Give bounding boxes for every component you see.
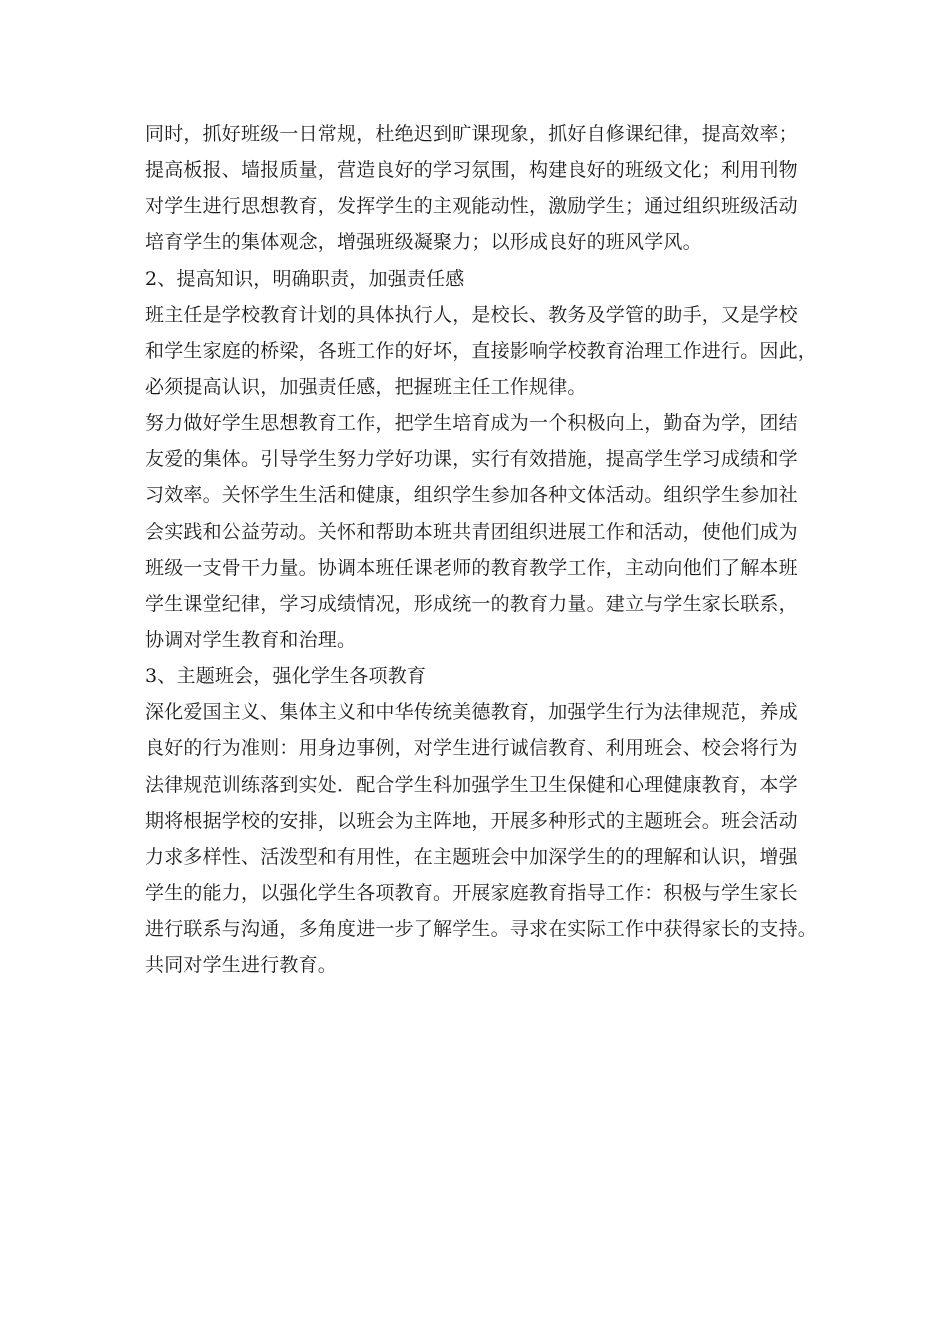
body-line: 法律规范训练落到实处．配合学生科加强学生卫生保健和心理健康教育，本学 xyxy=(145,773,798,796)
body-line: 培育学生的集体观念，增强班级凝聚力；以形成良好的班风学风。 xyxy=(145,231,702,254)
body-line: 学生的能力，以强化学生各项教育。开展家庭教育指导工作：积极与学生家长 xyxy=(145,881,798,904)
body-line: 友爱的集体。引导学生努力学好功课，实行有效措施，提高学生学习成绩和学 xyxy=(145,448,798,471)
section-heading: 3、主题班会，强化学生各项教育 xyxy=(145,665,427,688)
body-line: 努力做好学生思想教育工作，把学生培育成为一个积极向上，勤奋为学，团结 xyxy=(145,412,798,435)
body-line: 和学生家庭的桥梁，各班工作的好坏，直接影响学校教育治理工作进行。因此， xyxy=(145,339,818,362)
body-line: 必须提高认识，加强责任感，把握班主任工作规律。 xyxy=(145,375,587,398)
body-line: 进行联系与沟通，多角度进一步了解学生。寻求在实际工作中获得家长的支持。 xyxy=(145,918,818,941)
body-line: 班主任是学校教育计划的具体执行人，是校长、教务及学管的助手，又是学校 xyxy=(145,303,798,326)
body-line: 同时，抓好班级一日常规，杜绝迟到旷课现象，抓好自修课纪律，提高效率； xyxy=(145,123,798,145)
body-line: 班级一支骨干力量。协调本班任课老师的教育教学工作，主动向他们了解本班 xyxy=(145,556,798,579)
body-line: 提高板报、墙报质量，营造良好的学习氛围，构建良好的班级文化；利用刊物 xyxy=(145,159,798,182)
body-line: 学生课堂纪律，学习成绩情况，形成统一的教育力量。建立与学生家长联系， xyxy=(145,592,798,615)
body-line: 共同对学生进行教育。 xyxy=(145,954,338,977)
body-line: 会实践和公益劳动。关怀和帮助本班共青团组织进展工作和活动，使他们成为 xyxy=(145,520,798,543)
body-line: 习效率。关怀学生生活和健康，组织学生参加各种文体活动。组织学生参加社 xyxy=(145,484,798,507)
body-line: 良好的行为准则：用身边事例，对学生进行诚信教育、利用班会、校会将行为 xyxy=(145,737,798,760)
body-line: 深化爱国主义、集体主义和中华传统美德教育，加强学生行为法律规范，养成 xyxy=(145,701,798,724)
body-line: 期将根据学校的安排，以班会为主阵地，开展多种形式的主题班会。班会活动 xyxy=(145,809,798,832)
body-line: 力求多样性、活泼型和有用性，在主题班会中加深学生的的理解和认识，增强 xyxy=(145,845,798,868)
document-body xyxy=(145,116,825,983)
body-line: 协调对学生教育和治理。 xyxy=(145,628,357,651)
section-heading: 2、提高知识，明确职责，加强责任感 xyxy=(145,267,465,290)
body-line: 对学生进行思想教育，发挥学生的主观能动性，激励学生；通过组织班级活动 xyxy=(145,195,798,218)
